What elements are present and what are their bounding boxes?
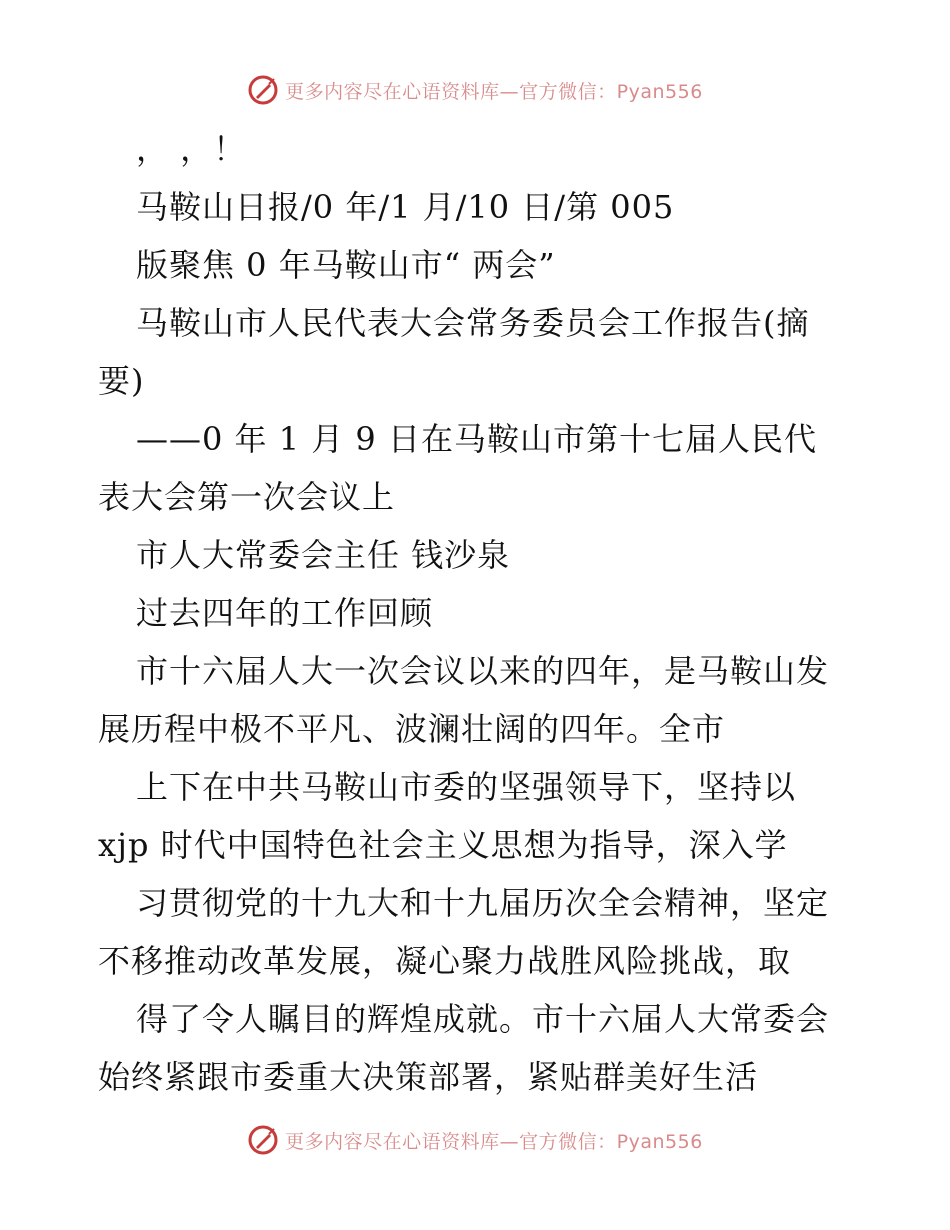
quill-logo-icon — [247, 74, 279, 106]
text-line: 上下在中共马鞍山市委的坚强领导下，坚持以 — [136, 768, 797, 806]
text-line: 版聚焦 0 年马鞍山市“ 两会” — [136, 246, 556, 284]
document-body — [98, 120, 868, 1106]
text-line: 马鞍山市人民代表大会常务委员会工作报告(摘 — [136, 304, 810, 342]
text-line: 不移推动改革发展，凝心聚力战胜风险挑战，取 — [98, 942, 792, 980]
text-line: ——0 年 1 月 9 日在马鞍山市第十七届人民代 — [136, 420, 817, 458]
text-line: 市人大常委会主任 钱沙泉 — [136, 536, 511, 574]
text-line: 马鞍山日报/0 年/1 月/10 日/第 005 — [136, 188, 675, 226]
text-line: 始终紧跟市委重大决策部署，紧贴群美好生活 — [98, 1058, 759, 1096]
watermark-text: 更多内容尽在心语资料库—官方微信：Pyan556 — [285, 80, 703, 103]
watermark-text: 更多内容尽在心语资料库—官方微信：Pyan556 — [285, 1130, 703, 1153]
quill-logo-icon — [247, 1124, 279, 1156]
text-line: 得了令人瞩目的辉煌成就。市十六届人大常委会 — [136, 1000, 830, 1038]
watermark-header — [0, 68, 950, 112]
text-line: 过去四年的工作回顾 — [136, 594, 434, 632]
text-line: 展历程中极不平凡、波澜壮阔的四年。全市 — [98, 710, 726, 748]
text-line: 市十六届人大一次会议以来的四年，是马鞍山发 — [136, 652, 830, 690]
text-line: 表大会第一次会议上 — [98, 478, 396, 516]
text-line: 习贯彻党的十九大和十九届历次全会精神，坚定 — [136, 884, 830, 922]
text-line: 要) — [98, 362, 145, 400]
text-line: xjp 时代中国特色社会主义思想为指导，深入学 — [98, 826, 788, 864]
text-line: ， ，！ — [136, 130, 247, 168]
watermark-footer — [0, 1118, 950, 1162]
